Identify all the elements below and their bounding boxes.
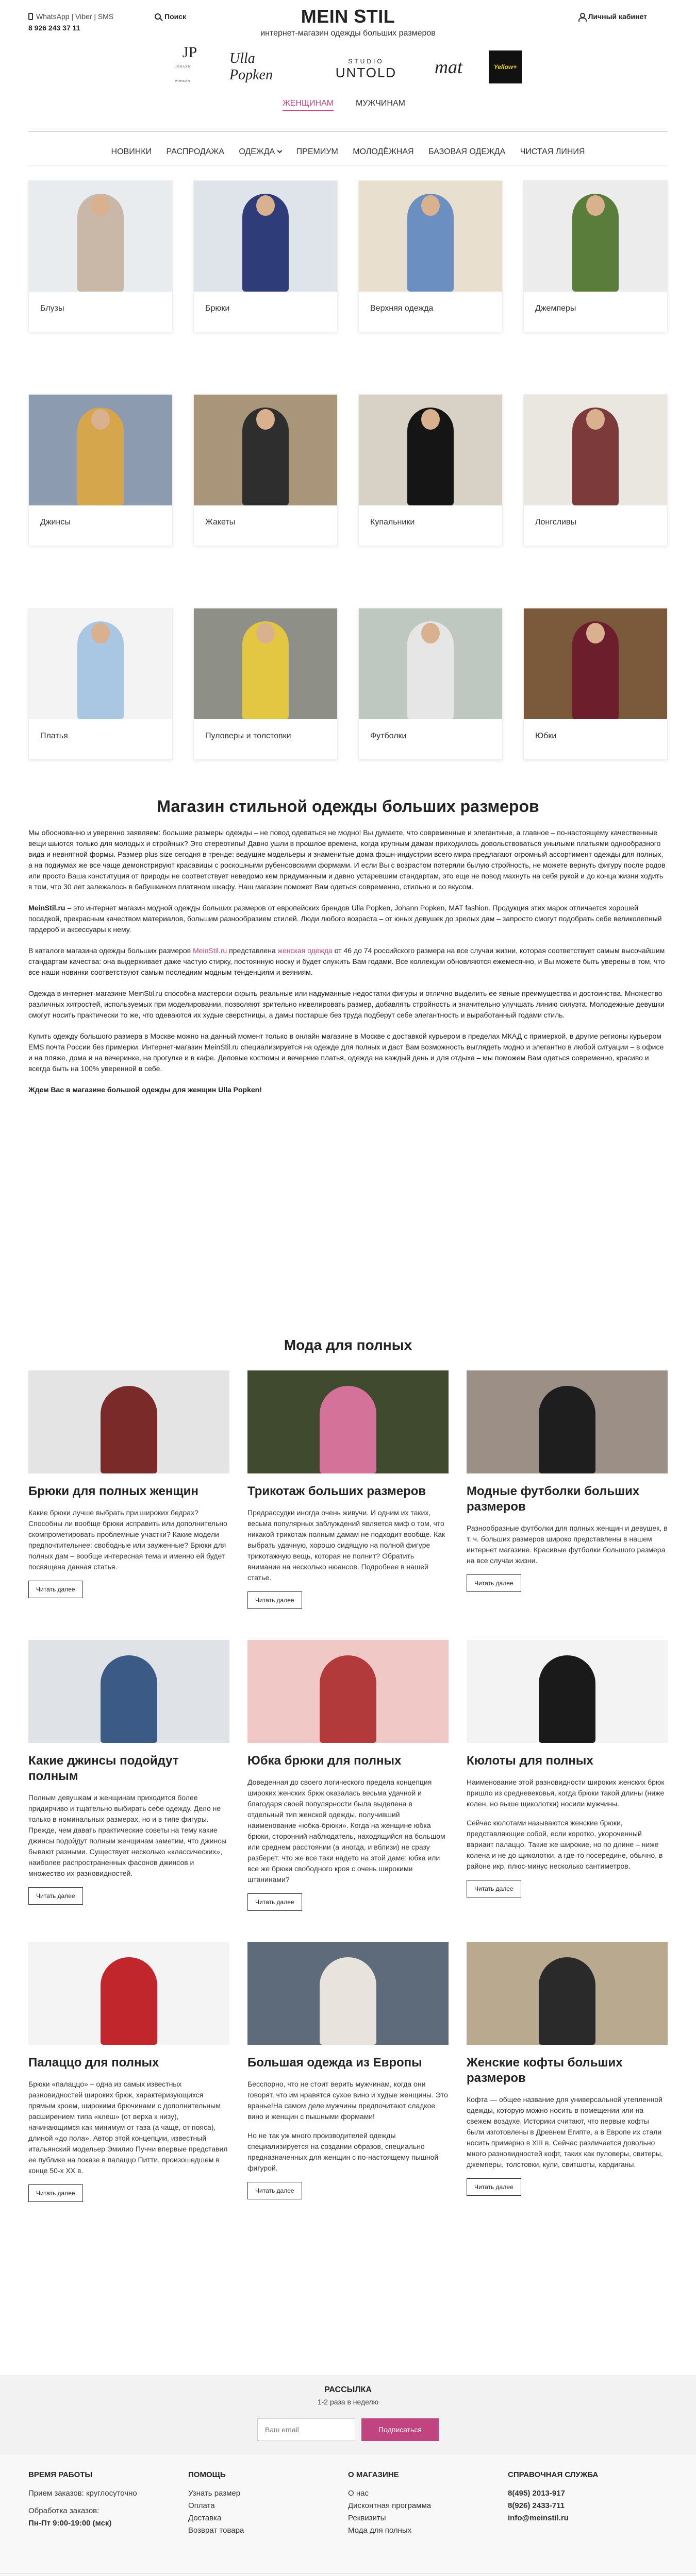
category-label: Верхняя одежда: [370, 304, 434, 313]
about-section: [28, 797, 668, 1106]
blog-post: [247, 1370, 449, 1609]
category-label: Джемперы: [535, 304, 576, 313]
post-excerpt: Полным девушкам и женщинам приходится более придирчиво и тщательно выбирать себе одежду. Дело не только в номинальных размерах, но и в типе фигуры. Прежде, чем давать практические советы на тему какие джинсы подойдут полным женщинам заметим, что джинсы бывают разными. Существует несколько «классических», наиболее распространенных фасонов джинсов и множество их разновидностей.: [28, 1793, 227, 1877]
gender-switch: [0, 93, 696, 118]
footer-link[interactable]: Возврат товара: [188, 2526, 244, 2535]
blog-post: [467, 1640, 668, 1911]
footer-link[interactable]: Дисконтная программа: [348, 2501, 432, 2510]
model-head: [256, 623, 275, 643]
category-image: [359, 395, 502, 505]
category-image: [194, 395, 337, 505]
main-nav: [0, 147, 696, 157]
brand-logo-mat[interactable]: mat: [435, 57, 462, 77]
post-title[interactable]: Трикотаж больших размеров: [247, 1484, 426, 1498]
post-title[interactable]: Женские кофты больших размеров: [467, 2056, 623, 2085]
divider: [28, 131, 668, 132]
category-label: Блузы: [40, 304, 64, 313]
read-more-button[interactable]: Читать далее: [28, 1887, 83, 1905]
about-closing-text: Ждем Вас в магазине большой одежды для женщин Ulla Popken!: [28, 1086, 262, 1094]
blog-post: [247, 1640, 449, 1911]
tab-women[interactable]: ЖЕНЩИНАМ: [283, 99, 334, 111]
post-image[interactable]: [247, 1370, 449, 1473]
newsletter-title: РАССЫЛКА: [324, 2385, 372, 2394]
post-image[interactable]: [467, 1370, 668, 1473]
newsletter-form: [0, 2418, 696, 2441]
blog-post: [28, 1942, 229, 2202]
divider: [0, 2573, 696, 2574]
footer-text: [28, 2517, 188, 2530]
model-figure: [539, 1957, 595, 2045]
post-image[interactable]: [28, 1640, 229, 1743]
footer-col-hours: [28, 2470, 188, 2537]
category-image: [194, 181, 337, 292]
nav-item-premium[interactable]: ПРЕМИУМ: [296, 147, 338, 156]
category-label: Юбки: [535, 732, 557, 740]
jp-mark: JP: [182, 44, 197, 61]
category-label: Жакеты: [205, 518, 236, 527]
site-tagline: интернет-магазин одежды больших размеров: [260, 29, 436, 38]
model-head: [586, 623, 605, 643]
blog-title: Мода для полных: [284, 1337, 412, 1353]
model-figure: [539, 1386, 595, 1473]
user-icon: [578, 13, 585, 20]
category-card[interactable]: [358, 394, 503, 546]
category-card[interactable]: [358, 608, 503, 760]
model-figure: [101, 1957, 157, 2045]
newsletter-subtitle: 1-2 раза в неделю: [317, 2398, 379, 2406]
brand-logo-studio-untold[interactable]: [325, 52, 407, 82]
tab-men[interactable]: МУЖЧИНАМ: [356, 99, 405, 108]
blog-grid: [28, 1370, 668, 2202]
post-excerpt: Кофта — общее название для универсальной утепленной одежды, которую можно носить в помещении или на свежем воздухе. Историки считают, что первые кофты были изготовлены в Древнем Египте, а в Европе их стали носить примерно в XIII в. Сейчас различается довольно много разновидностей кофт, таких как пуловеры, свитеры, джемперы, толстовки, кули, свитшоты, кардиганы.: [467, 2095, 663, 2168]
category-image: [524, 395, 667, 505]
model-head: [421, 195, 440, 216]
category-card[interactable]: [28, 180, 173, 332]
footer-heading: ВРЕМЯ РАБОТЫ: [28, 2470, 93, 2479]
post-excerpt: Предрассудки иногда очень живучи. И одним их таких, весьма популярных заблуждений является миф о том, что никакой трикотаж полным дамам не подходит вообще. Как выбрать удачную, хорошо сидящую на полной фигуре трикотажную вещь, которая не полнит? Обратить внимание на несколько нюансов. Подробнее в нашей статье.: [247, 1509, 445, 1582]
jp-sub: JOHANN POPKEN: [175, 65, 191, 83]
model-head: [256, 409, 275, 430]
read-more-button[interactable]: Читать далее: [247, 1591, 302, 1609]
about-text: – это интернет магазин модной одежды больших размеров от европейских брендов Ulla Popken, Johann Popken, MAT fashion. Продукция этих марок отличается хорошей посадкой, прекрасным качеством материалов, большим разнообразием стилей. Люди любого возраста – от юных девушек до зрелых дам – запросто смогут подобрать себе великолепный гардероб и аксессуары к нему.: [28, 904, 662, 934]
category-card[interactable]: [523, 180, 668, 332]
category-card[interactable]: [523, 608, 668, 760]
model-figure: [101, 1655, 157, 1743]
read-more-button[interactable]: Читать далее: [467, 1574, 521, 1592]
about-paragraph: [28, 903, 668, 935]
model-head: [91, 409, 110, 430]
footer-heading: О МАГАЗИНЕ: [348, 2470, 399, 2479]
post-excerpt: Какие брюки лучше выбрать при широких бедрах? Способны ли вообще брюки исправить или дополнительно скомпрометировать проблемные участки? Какие модели предпочтительнее: свободные или зауженные? Брюки для полных дам – вообще интересная тема и именно ей будет посвящена данная статья.: [28, 1509, 227, 1571]
site-name: MeinStil.ru: [28, 904, 65, 912]
about-text: от 46 до 74 российского размера на все случаи жизни, которая соответствует самым высочайшим стандартам качества: она выдерживает даже частую стирку, постоянную носку и будет служить Вам годами. Все коллекции обновляются ежемесячно, и Вы можете быть уверены в том, что все наши новинки соответствуют самым последним модным тенденциям и веяниям.: [28, 946, 665, 976]
site-link[interactable]: MeinStil.ru: [193, 946, 227, 955]
model-figure: [101, 1386, 157, 1473]
footer-link[interactable]: Реквизиты: [348, 2514, 386, 2522]
chevron-down-icon: [277, 148, 283, 154]
post-image[interactable]: [247, 1942, 449, 2045]
category-label: Брюки: [205, 304, 230, 313]
category-image: [194, 608, 337, 719]
read-more-button[interactable]: Читать далее: [28, 2184, 83, 2202]
post-image[interactable]: [247, 1640, 449, 1743]
category-image: [524, 181, 667, 292]
footer-col-help: [188, 2470, 348, 2537]
about-paragraph: Купить одежду большого размера в Москве можно на данный момент только в онлайн магазине в Москве с доставкой курьером в пределах МКАД с примеркой, в другие регионы курьером EMS почта России без примерки. Интернет-магазин MeinStil.ru специализируется на одежде для полных и даст Вам возможность выглядеть модно и элегантно в любой ситуации – в офисе и на пляже, дома и на вечеринке, на прогулке и в кафе. Деловые костюмы и вечерние платья, одежда на каждый день и для отдыха – мы поможем Вам одеться современно, красиво и всегда быть на 100% уверенной в себе.: [28, 1032, 664, 1073]
category-image: [29, 395, 172, 505]
footer-link[interactable]: О нас: [348, 2489, 369, 2498]
phone-link[interactable]: 8(926) 2433-711: [508, 2501, 565, 2510]
messengers: WhatsApp | Viber | SMS: [36, 12, 114, 21]
post-excerpt: Брюки «палаццо» – одна из самых известных разновидностей широких брюк, характеризующихся прямым кроем, широкими брючинами с дополнительным расширением типа «клеш» (от верха к низу), начинающимся как минимум от таза (а чаще, от пояса), длиной «до пола». Автор этой концепции, известный итальянский модельер Эмилио Пуччи впервые представил ее публике на показе в палаццо Питти, произошедшем в конце 50-х XX в.: [28, 2080, 228, 2175]
search-label: Поиск: [164, 12, 187, 21]
nav-item-clothes[interactable]: [239, 147, 281, 156]
nav-item-basic[interactable]: БАЗОВАЯ ОДЕЖДА: [428, 147, 506, 156]
post-title[interactable]: Большая одежда из Европы: [247, 2056, 422, 2070]
footer-columns: [28, 2470, 668, 2537]
model-head: [256, 195, 275, 216]
read-more-button[interactable]: Читать далее: [247, 2182, 302, 2199]
model-figure: [320, 1386, 376, 1473]
post-image[interactable]: [467, 1942, 668, 2045]
brand-logo-johann-popken[interactable]: [175, 44, 204, 83]
phone-link[interactable]: 8 926 243 37 11: [28, 24, 80, 32]
nav-item-new[interactable]: НОВИНКИ: [111, 147, 152, 156]
post-excerpt: Наименование этой разновидности широких женских брюк пришло из средневековья, когда брюки такой длины (ниже колен, но выше щиколотки) носили мужчины.: [467, 1778, 665, 1808]
blog-post: [467, 1942, 668, 2202]
post-excerpt: Бесспорно, что не стоит верить мужчинам, когда они говорят, что им нравятся сухое вино и худые женщины. Это вранье!На самом деле мужчины предпочитают сладкое вино и женщин с пышными формами!: [247, 2080, 448, 2121]
about-paragraph: [28, 945, 668, 978]
read-more-button[interactable]: Читать далее: [467, 2178, 521, 2196]
footer-heading: СПРАВОЧНАЯ СЛУЖБА: [508, 2470, 599, 2479]
category-image: [359, 181, 502, 292]
subscribe-button[interactable]: Подписаться: [361, 2418, 439, 2441]
brand-logo-ulla-popken[interactable]: Ulla Popken: [229, 50, 273, 83]
post-image[interactable]: [28, 1942, 229, 2045]
read-more-button[interactable]: Читать далее: [247, 1893, 302, 1911]
about-text: представлена: [227, 946, 278, 955]
email-link[interactable]: info@meinstil.ru: [508, 2514, 569, 2522]
blog-post: [247, 1942, 449, 2202]
category-label: Лонгсливы: [535, 518, 576, 527]
nav-item-youth[interactable]: МОЛОДЁЖНАЯ: [353, 147, 414, 156]
post-title[interactable]: Палаццо для полных: [28, 2056, 159, 2070]
brand: [0, 6, 696, 38]
brand-logos: [0, 41, 696, 93]
category-card[interactable]: [523, 394, 668, 546]
footer-heading: ПОМОЩЬ: [188, 2470, 226, 2479]
footer-text: Прием заказов: круглосуточно: [28, 2489, 137, 2498]
category-image: [29, 181, 172, 292]
header: [0, 0, 696, 41]
post-title[interactable]: Модные футболки больших размеров: [467, 1484, 640, 1514]
work-hours: Пн-Пт 9:00-19:00 (мск): [28, 2519, 112, 2528]
category-label: Пуловеры и толстовки: [205, 732, 291, 740]
newsletter: [0, 2375, 696, 2455]
model-head: [91, 623, 110, 643]
category-card[interactable]: [193, 394, 338, 546]
footer-link[interactable]: Мода для полных: [348, 2526, 412, 2535]
category-label: Платья: [40, 732, 68, 740]
model-head: [421, 409, 440, 430]
model-figure: [539, 1655, 595, 1743]
about-closing: [28, 1084, 668, 1095]
model-figure: [320, 1655, 376, 1743]
model-head: [421, 623, 440, 643]
untold-mark: UNTOLD: [335, 65, 397, 80]
blog-post: [467, 1370, 668, 1609]
untold-top: STUDIO: [348, 58, 384, 65]
category-card[interactable]: [28, 608, 173, 760]
category-label: Футболки: [370, 732, 407, 740]
about-paragraph: Мы обоснованно и уверенно заявляем: большие размеры одежды – не повод одеваться не модно! Вы думаете, что современные и элегантные, а главное – по-настоящему качественные вещи шьются только для молодых и стройных? Это стереотипы! Давно ушли в прошлое времена, когда крупным дамам приходилось довольствоваться унылыми платьями однообразного вида и невнятной формы. Размер plus size сегодня в тренде: ведущие модельеры и знаменитые дома фэшн-индустрии всего мира предлагают огромный ассортимент одежды для полных, а на подиумах же все чаще демонстрируют красавицы с роскошными рубенсовскими формами. И если Вы с возрастом потеряли былую стройность, не можете вернуть фигуру после родов или просто Ваша конституция от природы не соответствует неведомо кем придуманным и давно устаревшим стандартам, это еще не повод махнуть на себя рукой и до конца жизни ходить в том, что 30 лет залежалось в бабушкином платяном шкафу. Наш магазин поможет Вам одеться современно, стильно и со вкусом.: [28, 828, 666, 891]
post-title[interactable]: Какие джинсы подойдут полным: [28, 1754, 179, 1783]
nav-label: ОДЕЖДА: [239, 147, 275, 156]
post-excerpt: Но не так уж много производителей одежды специализируется на создании образов, специально предназначенных для женщин с по-настоящему пышной фигурой.: [247, 2131, 439, 2172]
nav-item-clean-line[interactable]: ЧИСТАЯ ЛИНИЯ: [520, 147, 585, 156]
about-paragraph: Одежда в интернет-магазине MeinStil.ru способна мастерски скрыть реальные или надуманные недостатки фигуры и отлично выделить ее явные преимущества и достоинства. Множество различных хитростей, используемых при моделировании, позволяют зрительно нивелировать размер, добавлять стройность и значительно улучшать линию силуэта. Молодежные девушки смогут носить практически то же, что одеваются их худые сверстницы, а дамы постарше без труда подберут себе элегантность и выработанный годами стиль.: [28, 989, 665, 1019]
model-head: [586, 409, 605, 430]
model-head: [91, 195, 110, 216]
read-more-button[interactable]: Читать далее: [28, 1581, 83, 1598]
phone-link[interactable]: 8(495) 2013-917: [508, 2489, 565, 2498]
footer-link[interactable]: Доставка: [188, 2514, 222, 2522]
post-image[interactable]: [467, 1640, 668, 1743]
category-card[interactable]: [193, 180, 338, 332]
model-head: [586, 195, 605, 216]
post-image[interactable]: [28, 1370, 229, 1473]
category-image: [524, 608, 667, 719]
category-card[interactable]: [193, 608, 338, 760]
about-text: В каталоге магазина одежды больших размеров: [28, 946, 193, 955]
email-field[interactable]: [257, 2418, 355, 2441]
post-title[interactable]: Юбка брюки для полных: [247, 1754, 402, 1768]
post-excerpt: Доведенная до своего логического предела концепция широких женских брюк оказалась весьма удачной и благодаря своей популярности была выделена в отдельный тип женской одежды, получивший наименование «юбка-брюки». Когда на женщине юбка брюки, сторонний наблюдатель, находящийся на большом или среднем расстоянии (а иногда, и вблизи) не сразу разберет: что же все таки надето на этой даме: юбка или все же брюки свободного кроя с очень широкими штанинами?: [247, 1778, 445, 1884]
footer: [0, 2455, 696, 2576]
post-title[interactable]: Брюки для полных женщин: [28, 1484, 198, 1498]
footer-col-support: [508, 2470, 668, 2537]
account-button[interactable]: [578, 12, 647, 21]
category-card[interactable]: [28, 394, 173, 546]
womens-clothing-link[interactable]: женская одежда: [277, 946, 333, 955]
model-figure: [320, 1957, 376, 2045]
brand-logo-yellow[interactable]: Yellow+: [489, 50, 522, 83]
footer-link[interactable]: Оплата: [188, 2501, 215, 2510]
footer-text: Обработка заказов:: [28, 2506, 100, 2515]
blog-post: [28, 1370, 229, 1609]
post-excerpt: Сейчас кюлотами называются женские брюки, представляющие собой, если коротко, укороченный вариант палаццо. Такие же широкие, но по длине – ниже колена и не до щиколотки, а где-то посередине, обычно, в районе икр, плюс-минус несколько сантиметров.: [467, 1819, 663, 1870]
category-label: Джинсы: [40, 518, 71, 527]
post-excerpt: Разнообразные футболки для полных женщин и девушек, в т. ч. больших размеров широко представлены в нашем интернет магазине. Красивые футболки большого размера на все случаи жизни.: [467, 1524, 668, 1565]
nav-item-sale[interactable]: РАСПРОДАЖА: [166, 147, 224, 156]
category-card[interactable]: [358, 180, 503, 332]
category-grid: [28, 180, 668, 760]
footer-link[interactable]: Узнать размер: [188, 2489, 241, 2498]
read-more-button[interactable]: Читать далее: [467, 1880, 521, 1897]
post-title[interactable]: Кюлоты для полных: [467, 1754, 593, 1768]
account-label: Личный кабинет: [588, 12, 647, 21]
about-title: Магазин стильной одежды больших размеров: [157, 797, 539, 816]
site-logo[interactable]: MEIN STIL: [301, 6, 395, 27]
category-label: Купальники: [370, 518, 415, 527]
footer-col-about: [348, 2470, 508, 2537]
blog-post: [28, 1640, 229, 1911]
category-image: [359, 608, 502, 719]
category-image: [29, 608, 172, 719]
